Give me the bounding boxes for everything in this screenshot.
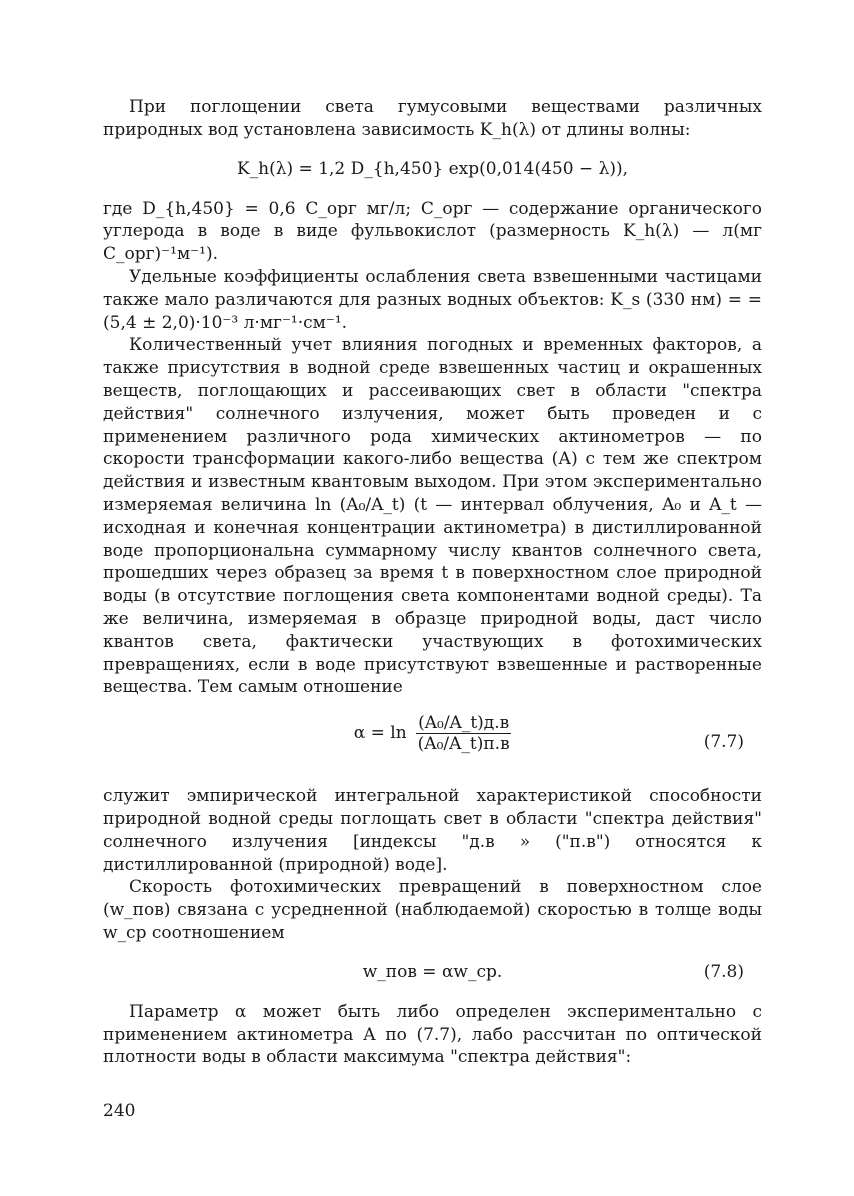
equation-7-7	[103, 713, 762, 773]
paragraph-2: где D_{h,450} = 0,6 С_орг мг/л; С_орг — содержание органического углерода в воде в виде фульвокислот (размерность K_h(λ) — л(мг С_орг)⁻¹м⁻¹).	[103, 198, 762, 265]
equation-7-7-label: (7.7)	[703, 732, 744, 753]
page-number: 240	[103, 1101, 136, 1121]
equation-1	[103, 154, 762, 186]
paragraph-7: Параметр α может быть либо определен экспериментально с применением актинометра А по (7.7), лабо рассчитан по оптической плотности воды в области максимума "спектра действия":	[103, 1001, 762, 1068]
equation-1-body: K_h(λ) = 1,2 D_{h,450} exp(0,014(450 − λ)),	[236, 158, 629, 179]
equation-7-7-denominator: (A₀/A_t)п.в	[417, 734, 510, 755]
equation-7-8-label: (7.8)	[703, 961, 744, 982]
paragraph-6: Скорость фотохимических превращений в поверхностном слое (w_пов) связана с усредненной (наблюдаемой) скоростью в толще воды w_ср соотношением	[103, 877, 762, 943]
equation-7-7-fraction	[416, 713, 511, 754]
body-text	[103, 96, 762, 1069]
equation-7-8	[103, 957, 762, 989]
equation-7-7-body	[103, 713, 762, 754]
paragraph-1: При поглощении света гумусовыми веществами различных природных вод установлена зависимость K_h(λ) от длины волны:	[103, 97, 762, 140]
paragraph-4: Количественный учет влияния погодных и временных факторов, а также присутствия в водной среде взвешенных частиц и окрашенных веществ, поглощающих и рассеивающих свет в области "спектра действия" солнечного излучения, может быть проведен и с применением различного рода химических актинометров — по скорости трансформации какого-либо вещества (А) с тем же спектром действия и известным квантовым выходом. При этом экспериментально измеряемая величина ln (A₀/A_t) (t — интервал облучения, A₀ и A_t — исходная и конечная концентрации актинометра) в дистиллированной воде пропорциональна суммарному числу квантов солнечного света, прошедших через образец за время t в поверхностном слое природной воды (в отсутствие поглощения света компонентами водной среды). Та же величина, измеряемая в образце природной воды, даст число квантов света, фактически участвующих в фотохимических превращениях, если в воде присутствуют взвешенные и растворенные вещества. Тем самым отношение	[103, 335, 762, 698]
paragraph-3: Удельные коэффициенты ослабления света взвешенными частицами также мало различаются для разных водных объектов: K_s (330 нм) = = (5,4 ± 2,0)·10⁻³ л·мг⁻¹·см⁻¹.	[103, 266, 762, 333]
equation-7-8-body: w_пов = αw_ср.	[362, 961, 503, 982]
equation-7-7-lhs: α = ln	[353, 723, 407, 744]
paragraph-5: служит эмпирической интегральной характеристикой способности природной водной среды поглощать свет в области "спектра действия" солнечного излучения [индексы "д.в » ("п.в") относятся к дистиллированной (природной) воде].	[103, 786, 762, 875]
equation-7-7-numerator: (A₀/A_t)д.в	[418, 713, 510, 734]
